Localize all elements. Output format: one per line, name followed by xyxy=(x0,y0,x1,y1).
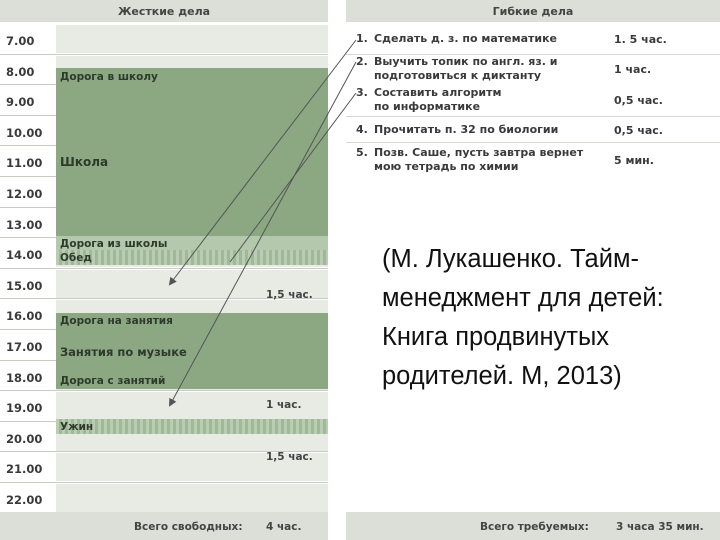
arrow-task3-to-arrow xyxy=(230,93,356,262)
hour-label: 18.00 xyxy=(6,370,43,385)
hour-label: 14.00 xyxy=(6,248,43,263)
task-number: 1. xyxy=(356,32,368,45)
task-text: Позв. Саше, пусть завтра вернет мою тетрадь по химии xyxy=(374,146,584,173)
arrow-task1-to-1530 xyxy=(170,40,356,284)
hour-label: 15.00 xyxy=(6,278,43,293)
road-from-school-label: Дорога из школы xyxy=(60,238,168,250)
task-duration: 1. 5 час. xyxy=(614,33,667,46)
road-to-lessons-label: Дорога на занятия xyxy=(60,315,173,327)
arrow-task2-to-1900 xyxy=(170,62,356,405)
task-number: 5. xyxy=(356,146,368,159)
hour-label: 19.00 xyxy=(6,401,43,416)
citation: (М. Лукашенко. Тайм-менеджмент для детей: Книга продвинутых родителей. М, 2013) xyxy=(382,245,664,390)
lunch-label: Обед xyxy=(60,252,92,264)
hour-label: 8.00 xyxy=(6,64,35,79)
dinner-label: Ужин xyxy=(60,421,94,433)
task-text: Выучить топик по англ. яз. и подготовиться к диктанту xyxy=(374,55,558,82)
task-duration: 0,5 час. xyxy=(614,124,663,137)
required-total-label: Всего требуемых: xyxy=(480,521,589,533)
free-time-after-lunch: 1,5 час. xyxy=(266,289,313,301)
task-text: Прочитать п. 32 по биологии xyxy=(374,123,559,136)
free-time-after-dinner: 1,5 час. xyxy=(266,451,313,463)
required-total-value: 3 часа 35 мин. xyxy=(616,521,704,533)
road-from-lessons-label: Дорога с занятий xyxy=(60,375,166,387)
task-text: Сделать д. з. по математике xyxy=(374,32,558,45)
hour-label: 11.00 xyxy=(6,156,43,171)
hour-label: 20.00 xyxy=(6,431,43,446)
task-number: 2. xyxy=(356,55,368,68)
task-number: 3. xyxy=(356,86,368,99)
hour-label: 7.00 xyxy=(6,34,35,48)
task-number: 4. xyxy=(356,123,368,136)
free-total-label: Всего свободных: xyxy=(134,521,243,533)
road-to-school-label: Дорога в школу xyxy=(60,71,158,83)
task-duration: 5 мин. xyxy=(614,154,654,167)
hour-label: 9.00 xyxy=(6,95,35,110)
task-duration: 1 час. xyxy=(614,63,652,76)
hour-label: 16.00 xyxy=(6,309,43,324)
school-label: Школа xyxy=(60,155,109,169)
hour-label: 21.00 xyxy=(6,462,43,477)
flexible-tasks-header: Гибкие дела xyxy=(346,0,720,22)
free-time-before-dinner: 1 час. xyxy=(266,399,302,411)
fixed-schedule-header: Жесткие дела xyxy=(0,0,328,22)
hour-label: 13.00 xyxy=(6,217,43,232)
free-total-value: 4 час. xyxy=(266,521,302,533)
task-text: Составить алгоритм по информатике xyxy=(374,86,502,113)
hour-label: 10.00 xyxy=(6,125,43,140)
task-duration: 0,5 час. xyxy=(614,94,663,107)
hour-label: 22.00 xyxy=(6,493,43,507)
hour-label: 12.00 xyxy=(6,187,43,201)
hour-label: 17.00 xyxy=(6,340,43,354)
music-label: Занятия по музыке xyxy=(60,345,187,359)
